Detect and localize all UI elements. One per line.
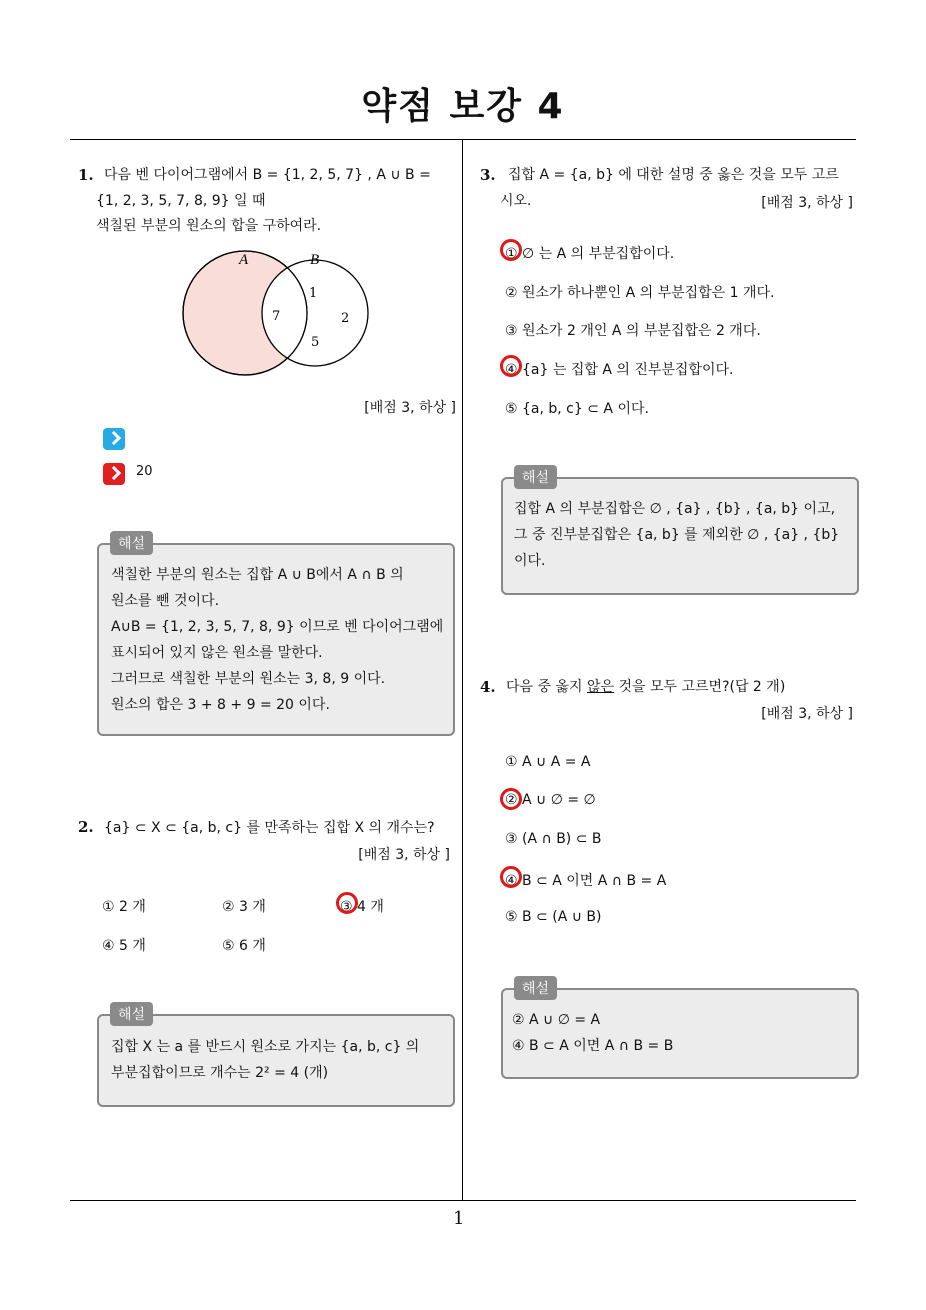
question-4-option-1[interactable]: ① A ∪ A = A — [505, 754, 591, 770]
question-3-line2: 시오. — [500, 193, 532, 209]
venn-element-7: 7 — [272, 309, 281, 324]
explanation-line: 원소를 뺀 것이다. — [111, 593, 220, 609]
question-3-score: [배점 3, 하상 ] — [761, 195, 853, 211]
question-3-option-2[interactable]: ② 원소가 하나뿐인 A 의 부분집합은 1 개다. — [505, 285, 775, 301]
page-number: 1 — [453, 1208, 465, 1229]
venn-element-5: 5 — [311, 335, 320, 350]
explanation-line: 색칠한 부분의 원소는 집합 A ∪ B에서 A ∩ B 의 — [111, 567, 404, 583]
selected-answer-mark — [500, 239, 522, 261]
answer-blue-chevron-icon — [103, 428, 125, 450]
venn-element-1: 1 — [309, 286, 318, 301]
bottom-divider — [70, 1200, 856, 1201]
question-4-explanation-label: 해설 — [514, 976, 557, 1000]
question-1-line2: {1, 2, 3, 5, 7, 8, 9} 일 때 — [96, 193, 266, 209]
question-1-score: [배점 3, 하상 ] — [364, 400, 456, 416]
question-2-text: {a} ⊂ X ⊂ {a, b, c} 를 만족하는 집합 X 의 개수는? — [104, 820, 435, 836]
explanation-line: 그 중 진부분집합은 {a, b} 를 제외한 ∅ , {a} , {b} — [514, 527, 840, 543]
top-divider — [70, 139, 856, 140]
question-1-line3: 색칠된 부분의 원소의 합을 구하여라. — [96, 218, 322, 234]
question-2-explanation-label: 해설 — [110, 1002, 153, 1026]
question-4-option-2[interactable]: ② A ∪ ∅ = ∅ — [505, 792, 596, 808]
explanation-line: 표시되어 있지 않은 원소를 말한다. — [111, 645, 323, 661]
question-2-score: [배점 3, 하상 ] — [358, 847, 450, 863]
question-4-score: [배점 3, 하상 ] — [761, 706, 853, 722]
question-3-number: 3. — [480, 166, 496, 184]
explanation-line: 부분집합이므로 개수는 2² = 4 (개) — [111, 1065, 329, 1081]
question-2-option-2[interactable]: ② 3 개 — [222, 899, 266, 915]
explanation-line: ④ B ⊂ A 이면 A ∩ B = B — [512, 1038, 674, 1054]
question-4-number-text: 4. — [480, 678, 496, 696]
question-1-line1: 다음 벤 다이어그램에서 B = {1, 2, 5, 7} , A ∪ B = — [104, 167, 431, 183]
question-4-underlined-word: 않은 — [586, 679, 615, 695]
venn-label-a: A — [239, 252, 249, 268]
answer-red-chevron-icon — [103, 463, 125, 485]
question-2-option-1[interactable]: ① 2 개 — [102, 899, 146, 915]
question-2-option-3[interactable]: ③ 4 개 — [340, 899, 384, 915]
explanation-line: 집합 A 의 부분집합은 ∅ , {a} , {b} , {a, b} 이고, — [514, 501, 836, 517]
explanation-line: 집합 X 는 a 를 반드시 원소로 가지는 {a, b, c} 의 — [111, 1039, 420, 1055]
selected-answer-mark — [500, 355, 522, 377]
question-3-option-1[interactable]: ① ∅ 는 A 의 부분집합이다. — [505, 246, 675, 262]
question-4-number — [480, 678, 496, 696]
question-2-option-4[interactable]: ④ 5 개 — [102, 938, 146, 954]
question-3-line1: 집합 A = {a, b} 에 대한 설명 중 옳은 것을 모두 고르 — [508, 167, 839, 183]
question-3-option-3[interactable]: ③ 원소가 2 개인 A 의 부분집합은 2 개다. — [505, 323, 761, 339]
question-4-option-4[interactable]: ④ B ⊂ A 이면 A ∩ B = A — [505, 873, 667, 889]
selected-answer-mark — [336, 892, 358, 914]
explanation-line: 원소의 합은 3 + 8 + 9 = 20 이다. — [111, 697, 330, 713]
question-3-option-5[interactable]: ⑤ {a, b, c} ⊂ A 이다. — [505, 401, 649, 417]
question-3-option-4[interactable]: ④ {a} 는 집합 A 의 진부분집합이다. — [505, 362, 734, 378]
selected-answer-mark — [500, 788, 522, 810]
question-4-text-part: 다음 중 옳지 — [506, 679, 587, 695]
selected-answer-mark — [500, 866, 522, 888]
question-4-option-3[interactable]: ③ (A ∩ B) ⊂ B — [505, 831, 602, 847]
explanation-line: 이다. — [514, 553, 546, 569]
explanation-line: A∪B = {1, 2, 3, 5, 7, 8, 9} 이므로 벤 다이어그램에 — [111, 619, 444, 635]
question-3-explanation — [514, 496, 852, 574]
question-4-text-part: 것을 모두 고르면?(답 2 개) — [614, 679, 786, 695]
venn-diagram — [175, 245, 380, 380]
column-divider — [462, 140, 463, 1201]
explanation-line: 그러므로 색칠한 부분의 원소는 3, 8, 9 이다. — [111, 671, 386, 687]
question-2-number: 2. — [78, 818, 94, 836]
question-2-explanation — [111, 1034, 447, 1086]
venn-element-2: 2 — [341, 311, 350, 326]
question-2-option-5[interactable]: ⑤ 6 개 — [222, 938, 266, 954]
explanation-line: ② A ∪ ∅ = A — [512, 1012, 601, 1028]
question-3-explanation-label: 해설 — [514, 465, 557, 489]
question-1-explanation-label: 해설 — [110, 531, 153, 555]
venn-label-b: B — [310, 252, 320, 268]
question-1-answer: 20 — [136, 464, 153, 479]
question-4-option-5[interactable]: ⑤ B ⊂ (A ∪ B) — [505, 909, 602, 925]
page-title: 약점 보강 4 — [361, 86, 565, 127]
question-1-number: 1. — [78, 166, 94, 184]
question-4-explanation — [512, 1007, 850, 1059]
question-1-explanation — [111, 562, 447, 718]
question-4-text — [506, 674, 785, 700]
